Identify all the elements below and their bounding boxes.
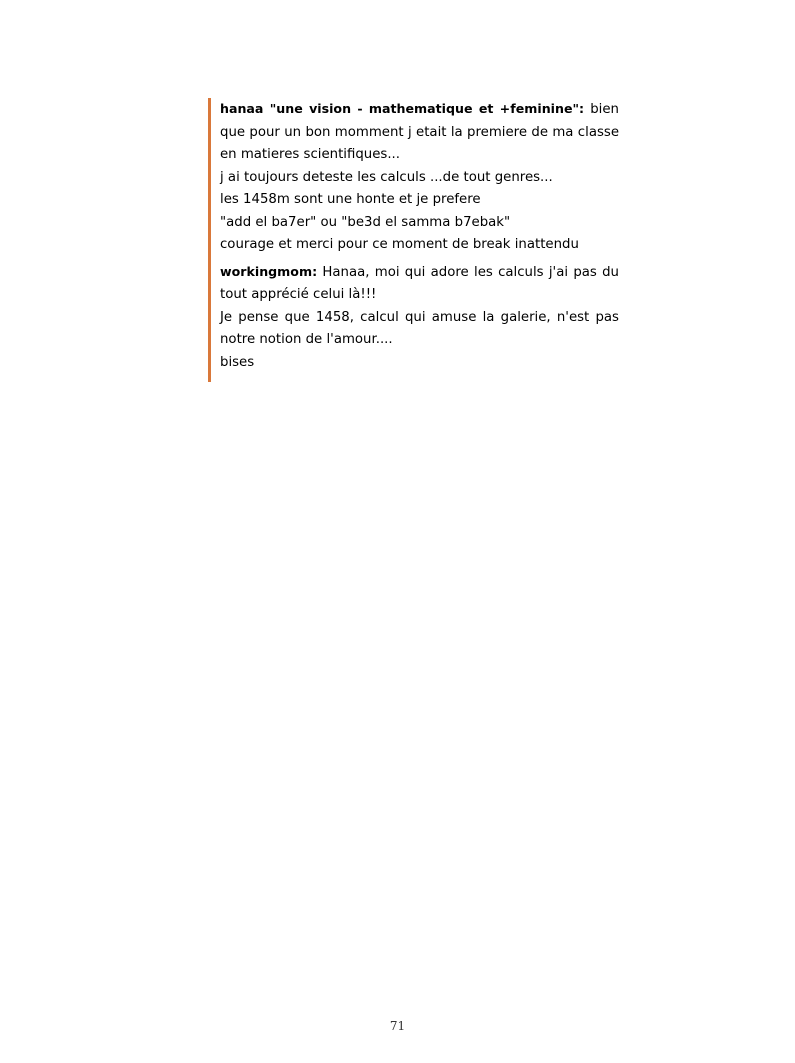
- comment-workingmom: [220, 261, 619, 375]
- comment-line: j ai toujours deteste les calculs ...de tout genres...: [220, 169, 553, 185]
- comment-hanaa: [220, 98, 619, 257]
- comment-line: "add el ba7er" ou "be3d el samma b7ebak": [220, 214, 511, 230]
- comment-line: les 1458m sont une honte et je prefere: [220, 192, 481, 207]
- comments-block: [208, 98, 619, 382]
- comment-text: Je pense que 1458, calcul qui amuse la galerie, n'est pas notre notion de l'amour....: [220, 309, 619, 347]
- comment-author: hanaa "une vision - mathematique et +feminine":: [220, 101, 585, 116]
- comment-text: Hanaa, moi qui adore les calculs j'ai pas du tout apprécié celui là!!!: [220, 264, 619, 302]
- comment-hanaa-paragraph: [220, 98, 619, 167]
- comment-line: bises: [220, 354, 255, 370]
- comment-workingmom-paragraph: [220, 261, 619, 307]
- comment-text: bien que pour un bon momment j etait la premiere de ma classe en matieres scientifiques...: [220, 102, 619, 162]
- page-number: 71: [389, 1019, 406, 1033]
- comment-line: courage et merci pour ce moment de break inattendu: [220, 237, 579, 252]
- comment-author: workingmom:: [220, 263, 318, 279]
